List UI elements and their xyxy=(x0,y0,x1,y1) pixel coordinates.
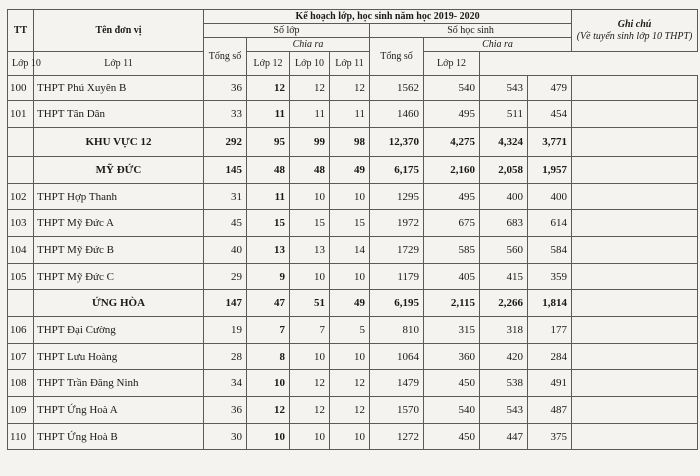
table-row xyxy=(8,370,698,397)
cell-c10: 95 xyxy=(247,128,290,157)
header-row-1 xyxy=(8,10,698,24)
cell-c12: 12 xyxy=(330,370,370,397)
header-class-g11: Lớp 11 xyxy=(34,52,204,76)
cell-s10: 585 xyxy=(424,237,480,264)
cell-s-total: 1729 xyxy=(370,237,424,264)
cell-s11: 2,058 xyxy=(480,157,528,184)
cell-c10: 11 xyxy=(247,184,290,210)
cell-s10: 360 xyxy=(424,344,480,370)
table-row xyxy=(8,237,698,264)
cell-c11: 99 xyxy=(290,128,330,157)
cell-c12: 10 xyxy=(330,424,370,450)
cell-s12: 400 xyxy=(528,184,572,210)
cell-c10: 10 xyxy=(247,424,290,450)
cell-note xyxy=(572,344,698,370)
cell-c11: 12 xyxy=(290,397,330,424)
cell-c10: 47 xyxy=(247,290,290,317)
cell-c11: 12 xyxy=(290,370,330,397)
header-unit: Tên đơn vị xyxy=(34,10,204,52)
cell-s12: 3,771 xyxy=(528,128,572,157)
cell-c11: 51 xyxy=(290,290,330,317)
table-body xyxy=(8,76,698,450)
cell-c-total: 36 xyxy=(204,397,247,424)
cell-c11: 12 xyxy=(290,76,330,101)
cell-c11: 10 xyxy=(290,344,330,370)
cell-s12: 177 xyxy=(528,317,572,344)
header-class-g10: Lớp 10 xyxy=(8,52,34,76)
cell-tt: 107 xyxy=(8,344,34,370)
cell-s12: 1,957 xyxy=(528,157,572,184)
cell-name: ỨNG HÒA xyxy=(34,290,204,317)
cell-c10: 7 xyxy=(247,317,290,344)
header-tt: TT xyxy=(8,10,34,52)
table-row xyxy=(8,184,698,210)
cell-s-total: 810 xyxy=(370,317,424,344)
cell-c-total: 19 xyxy=(204,317,247,344)
cell-note xyxy=(572,157,698,184)
cell-s11: 543 xyxy=(480,397,528,424)
cell-name: THPT Phú Xuyên B xyxy=(34,76,204,101)
table-row xyxy=(8,76,698,101)
cell-s-total: 1570 xyxy=(370,397,424,424)
cell-c-total: 31 xyxy=(204,184,247,210)
table-row xyxy=(8,424,698,450)
cell-name: MỸ ĐỨC xyxy=(34,157,204,184)
enrollment-table xyxy=(7,9,698,450)
cell-s-total: 1272 xyxy=(370,424,424,450)
header-students-split: Chia ra xyxy=(424,38,572,52)
cell-note xyxy=(572,370,698,397)
cell-s12: 454 xyxy=(528,101,572,128)
cell-c12: 49 xyxy=(330,290,370,317)
cell-s10: 450 xyxy=(424,370,480,397)
cell-name: THPT Ứng Hoà B xyxy=(34,424,204,450)
cell-c12: 11 xyxy=(330,101,370,128)
cell-c10: 48 xyxy=(247,157,290,184)
cell-c11: 10 xyxy=(290,264,330,290)
cell-s11: 560 xyxy=(480,237,528,264)
cell-s-total: 1064 xyxy=(370,344,424,370)
cell-s12: 487 xyxy=(528,397,572,424)
header-classes-total: Tổng số xyxy=(204,38,247,76)
cell-tt: 109 xyxy=(8,397,34,424)
cell-s-total: 1460 xyxy=(370,101,424,128)
cell-s10: 540 xyxy=(424,397,480,424)
cell-name: KHU VỰC 12 xyxy=(34,128,204,157)
cell-name: THPT Trần Đăng Ninh xyxy=(34,370,204,397)
cell-c-total: 29 xyxy=(204,264,247,290)
cell-s12: 1,814 xyxy=(528,290,572,317)
cell-s12: 491 xyxy=(528,370,572,397)
region-row xyxy=(8,128,698,157)
table-row xyxy=(8,210,698,237)
cell-s12: 584 xyxy=(528,237,572,264)
cell-c10: 15 xyxy=(247,210,290,237)
cell-c12: 12 xyxy=(330,76,370,101)
cell-s11: 447 xyxy=(480,424,528,450)
cell-c-total: 34 xyxy=(204,370,247,397)
cell-s11: 420 xyxy=(480,344,528,370)
cell-c10: 13 xyxy=(247,237,290,264)
cell-c-total: 40 xyxy=(204,237,247,264)
cell-s10: 495 xyxy=(424,184,480,210)
cell-s12: 479 xyxy=(528,76,572,101)
cell-c12: 12 xyxy=(330,397,370,424)
cell-c-total: 28 xyxy=(204,344,247,370)
cell-s10: 540 xyxy=(424,76,480,101)
cell-c11: 48 xyxy=(290,157,330,184)
cell-s-total: 12,370 xyxy=(370,128,424,157)
table-row xyxy=(8,264,698,290)
header-student-g12: Lớp 12 xyxy=(424,52,480,76)
cell-note xyxy=(572,264,698,290)
cell-c12: 14 xyxy=(330,237,370,264)
cell-c12: 10 xyxy=(330,184,370,210)
cell-c10: 12 xyxy=(247,76,290,101)
cell-tt: 104 xyxy=(8,237,34,264)
cell-s12: 614 xyxy=(528,210,572,237)
cell-s10: 4,275 xyxy=(424,128,480,157)
cell-tt: 101 xyxy=(8,101,34,128)
cell-s12: 375 xyxy=(528,424,572,450)
cell-s-total: 1562 xyxy=(370,76,424,101)
cell-note xyxy=(572,397,698,424)
table-row xyxy=(8,317,698,344)
cell-note xyxy=(572,76,698,101)
cell-tt xyxy=(8,290,34,317)
cell-s10: 450 xyxy=(424,424,480,450)
cell-note xyxy=(572,424,698,450)
cell-s-total: 1179 xyxy=(370,264,424,290)
cell-c-total: 33 xyxy=(204,101,247,128)
cell-c10: 9 xyxy=(247,264,290,290)
header-row-4 xyxy=(8,52,698,76)
table-row xyxy=(8,101,698,128)
cell-note xyxy=(572,317,698,344)
cell-c-total: 30 xyxy=(204,424,247,450)
cell-s11: 4,324 xyxy=(480,128,528,157)
cell-c12: 49 xyxy=(330,157,370,184)
cell-s11: 543 xyxy=(480,76,528,101)
header-classes-split: Chia ra xyxy=(247,38,370,52)
cell-s10: 2,160 xyxy=(424,157,480,184)
cell-tt: 100 xyxy=(8,76,34,101)
cell-name: THPT Hợp Thanh xyxy=(34,184,204,210)
cell-s-total: 6,175 xyxy=(370,157,424,184)
cell-s-total: 1479 xyxy=(370,370,424,397)
cell-c10: 10 xyxy=(247,370,290,397)
cell-c12: 10 xyxy=(330,344,370,370)
cell-tt: 106 xyxy=(8,317,34,344)
cell-c12: 10 xyxy=(330,264,370,290)
cell-name: THPT Mỹ Đức A xyxy=(34,210,204,237)
table-row xyxy=(8,397,698,424)
cell-tt: 102 xyxy=(8,184,34,210)
cell-c-total: 147 xyxy=(204,290,247,317)
cell-s11: 683 xyxy=(480,210,528,237)
cell-c11: 10 xyxy=(290,424,330,450)
cell-name: THPT Tân Dân xyxy=(34,101,204,128)
cell-s11: 538 xyxy=(480,370,528,397)
cell-s11: 400 xyxy=(480,184,528,210)
cell-c11: 13 xyxy=(290,237,330,264)
cell-s10: 2,115 xyxy=(424,290,480,317)
cell-name: THPT Ứng Hoà A xyxy=(34,397,204,424)
cell-s11: 415 xyxy=(480,264,528,290)
cell-s11: 318 xyxy=(480,317,528,344)
header-plan: Kế hoạch lớp, học sinh năm học 2019- 2020 xyxy=(204,10,572,24)
cell-s10: 495 xyxy=(424,101,480,128)
cell-c-total: 36 xyxy=(204,76,247,101)
cell-c-total: 292 xyxy=(204,128,247,157)
cell-s11: 511 xyxy=(480,101,528,128)
cell-tt: 103 xyxy=(8,210,34,237)
cell-name: THPT Mỹ Đức C xyxy=(34,264,204,290)
cell-c10: 8 xyxy=(247,344,290,370)
cell-c-total: 45 xyxy=(204,210,247,237)
cell-note xyxy=(572,237,698,264)
cell-s10: 315 xyxy=(424,317,480,344)
cell-c-total: 145 xyxy=(204,157,247,184)
cell-tt xyxy=(8,157,34,184)
header-note-sub: (Về tuyển sinh lớp 10 THPT) xyxy=(576,30,693,42)
header-classes: Số lớp xyxy=(204,24,370,38)
cell-name: THPT Mỹ Đức B xyxy=(34,237,204,264)
table-row xyxy=(8,344,698,370)
cell-note xyxy=(572,210,698,237)
cell-tt: 110 xyxy=(8,424,34,450)
cell-note xyxy=(572,128,698,157)
cell-c10: 12 xyxy=(247,397,290,424)
cell-c12: 98 xyxy=(330,128,370,157)
header-student-g11: Lớp 11 xyxy=(330,52,370,76)
cell-note xyxy=(572,184,698,210)
header-students-total: Tổng số xyxy=(370,38,424,76)
cell-c11: 7 xyxy=(290,317,330,344)
cell-c11: 15 xyxy=(290,210,330,237)
cell-c11: 11 xyxy=(290,101,330,128)
cell-s12: 284 xyxy=(528,344,572,370)
cell-tt: 108 xyxy=(8,370,34,397)
cell-s-total: 1295 xyxy=(370,184,424,210)
cell-note xyxy=(572,290,698,317)
cell-s-total: 6,195 xyxy=(370,290,424,317)
cell-c12: 5 xyxy=(330,317,370,344)
region-row xyxy=(8,157,698,184)
cell-s-total: 1972 xyxy=(370,210,424,237)
cell-name: THPT Đại Cường xyxy=(34,317,204,344)
header-note xyxy=(572,10,698,52)
header-class-g12: Lớp 12 xyxy=(247,52,290,76)
header-students: Số học sinh xyxy=(370,24,572,38)
header-note-title: Ghi chú xyxy=(617,18,652,30)
cell-note xyxy=(572,101,698,128)
cell-name: THPT Lưu Hoàng xyxy=(34,344,204,370)
cell-s12: 359 xyxy=(528,264,572,290)
cell-c10: 11 xyxy=(247,101,290,128)
cell-s11: 2,266 xyxy=(480,290,528,317)
cell-c11: 10 xyxy=(290,184,330,210)
cell-tt: 105 xyxy=(8,264,34,290)
cell-c12: 15 xyxy=(330,210,370,237)
cell-s10: 405 xyxy=(424,264,480,290)
region-row xyxy=(8,290,698,317)
cell-tt xyxy=(8,128,34,157)
cell-s10: 675 xyxy=(424,210,480,237)
header-student-g10: Lớp 10 xyxy=(290,52,330,76)
